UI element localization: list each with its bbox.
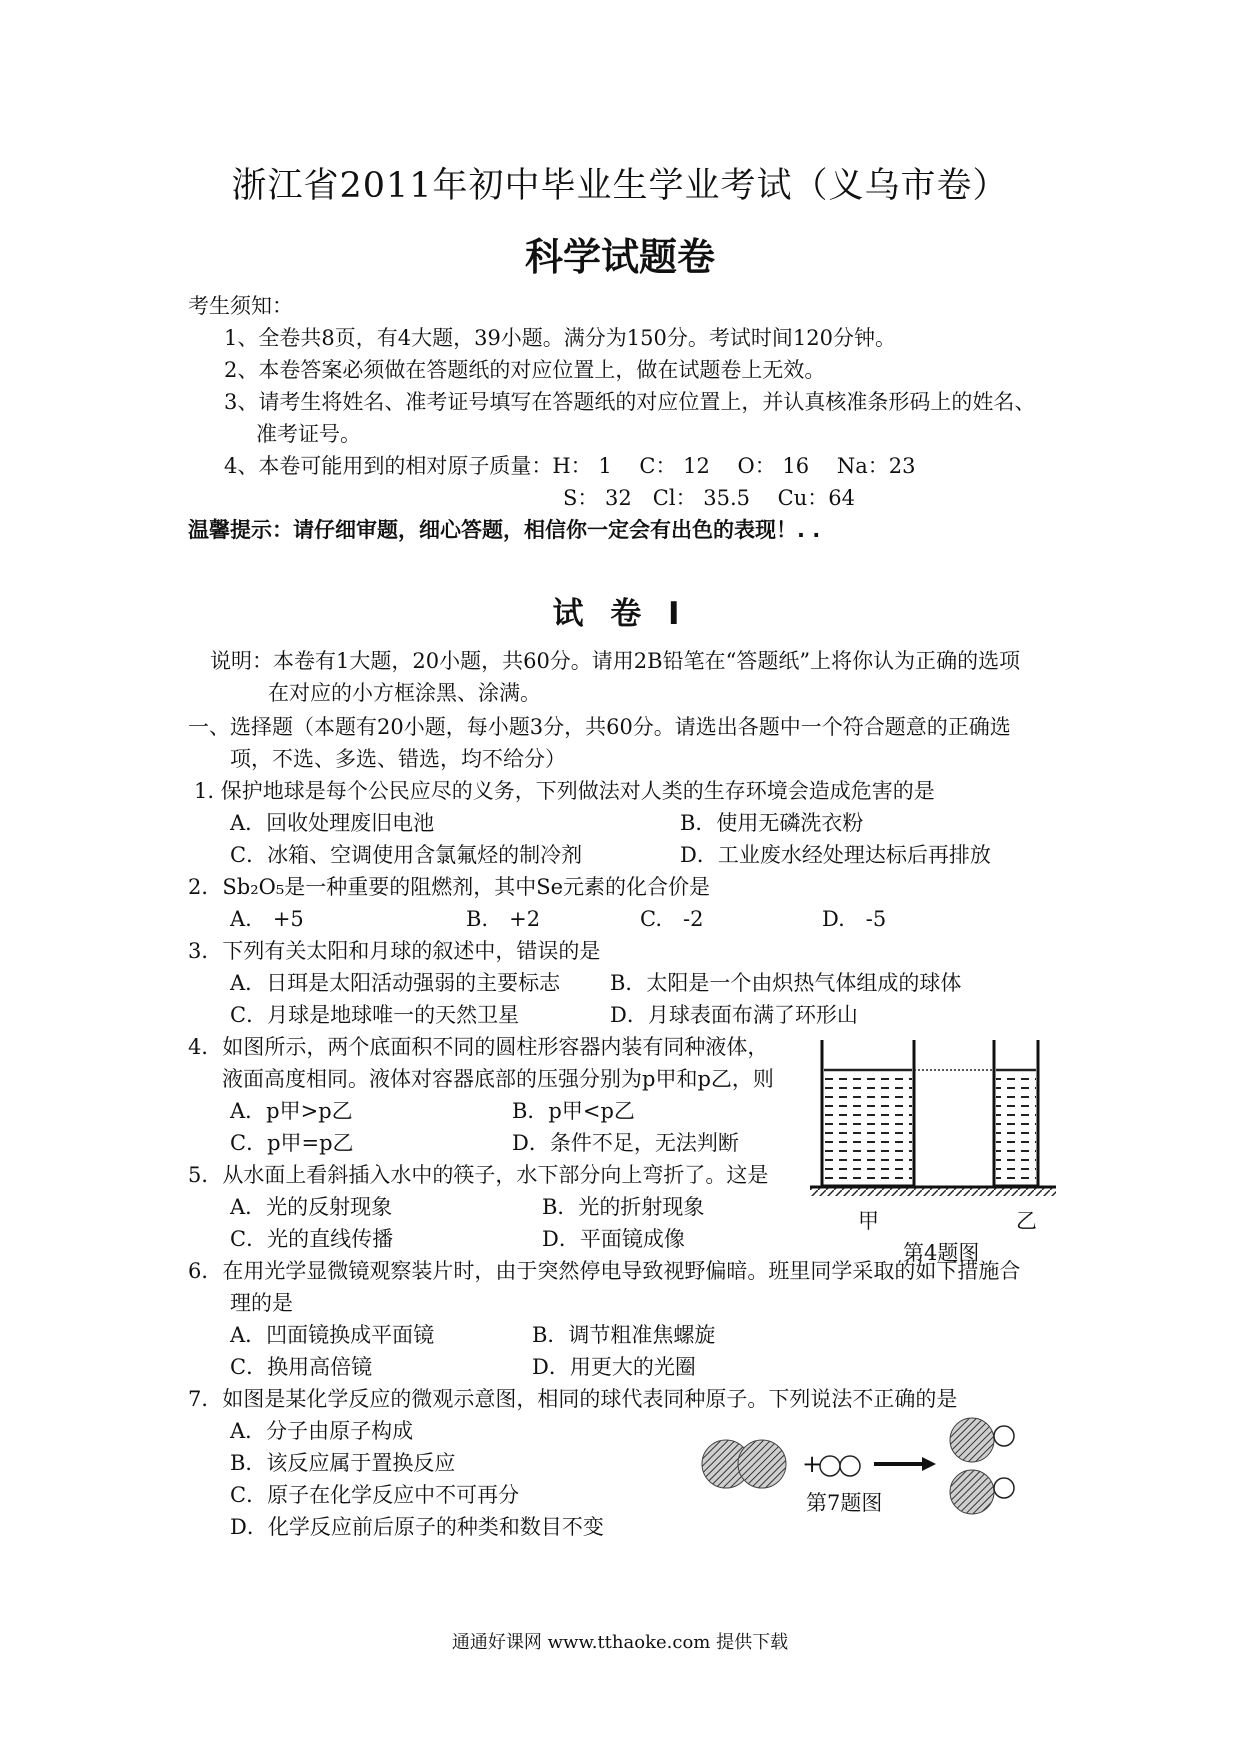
option: C．p甲=p乙 [230,1131,354,1155]
ground-hatch [810,1188,1056,1196]
option: A．回收处理废旧电池 [230,811,435,835]
question-stem: 4．如图所示，两个底面积不同的圆柱形容器内装有同种液体， [188,1035,769,1059]
atom-a [738,1440,786,1488]
figure-7-caption: 第7题图 [806,1491,883,1515]
option: C．冰箱、空调使用含氯氟烃的制冷剂 [230,843,583,867]
option: B．太阳是一个由炽热气体组成的球体 [610,971,962,995]
option: C．光的直线传播 [230,1227,394,1251]
figure-4-label-jia: 甲 [858,1209,879,1233]
question-stem: 6．在用光学显微镜观察装片时，由于突然停电导致视野偏暗。班里同学采取的如下措施合 [188,1259,1021,1283]
option: D．用更大的光圈 [532,1355,696,1379]
notice-label: 考生须知： [188,294,293,318]
option: C．月球是地球唯一的天然卫星 [230,1003,520,1027]
option: A．日珥是太阳活动强弱的主要标志 [230,971,561,995]
option: D．月球表面布满了环形山 [610,1003,858,1027]
atom-b [994,1478,1014,1498]
option: B．使用无磷洗衣粉 [680,811,864,835]
atom-a [950,1470,994,1514]
option: D．条件不足，无法判断 [512,1131,739,1155]
figure-4-label-yi: 乙 [1016,1209,1037,1233]
question-stem: 5．从水面上看斜插入水中的筷子，水下部分向上弯折了。这是 [188,1163,769,1187]
notice-item: 2、本卷答案必须做在答题纸的对应位置上，做在试题卷上无效。 [224,358,826,382]
question-stem: 7．如图是某化学反应的微观示意图，相同的球代表同种原子。下列说法不正确的是 [188,1387,958,1411]
option: A．p甲>p乙 [230,1099,353,1123]
option: A．凹面镜换成平面镜 [230,1323,435,1347]
option: D．化学反应前后原子的种类和数目不变 [230,1515,604,1539]
option: C. -2 [640,907,704,931]
option: D．工业废水经处理达标后再排放 [680,843,991,867]
option: A．分子由原子构成 [230,1419,414,1443]
option: B．调节粗准焦螺旋 [532,1323,716,1347]
section-title: 试 卷 I [552,596,688,632]
liquid-yi [996,1070,1036,1184]
notice-item: 1、全卷共8页，有4大题，39小题。满分为150分。考试时间120分钟。 [224,326,896,350]
option: A. +5 [230,907,304,931]
page-subtitle: 科学试题卷 [524,235,715,279]
part-heading: 项，不选、多选、错选，均不给分） [230,747,566,771]
atom-b [820,1456,840,1476]
option: C．换用高倍镜 [230,1355,373,1379]
option: B．p甲<p乙 [512,1099,635,1123]
question-stem: 液面高度相同。液体对容器底部的压强分别为p甲和p乙，则 [222,1067,774,1091]
question-stem: 理的是 [230,1291,293,1315]
notice-tip: 温馨提示：请仔细审题，细心答题，相信你一定会有出色的表现！. . [188,518,821,542]
page-footer: 通通好课网 www.tthaoke.com 提供下载 [451,1632,789,1653]
option: B. +2 [466,907,541,931]
figure-4-caption: 第4题图 [903,1241,980,1265]
atom-a [950,1418,994,1462]
notice-item: 3、请考生将姓名、准考证号填写在答题纸的对应位置上，并认真核准条形码上的姓名、 [224,390,1036,414]
notice-item: 4、本卷可能用到的相对原子质量：H： 1 C： 12 O： 16 Na：23 [224,454,916,478]
notice-item: 准考证号。 [256,422,361,446]
question-stem: 2．Sb₂O₅是一种重要的阻燃剂，其中Se元素的化合价是 [188,875,711,899]
notice-item: S： 32 Cl： 35.5 Cu：64 [563,486,855,510]
figure-7-plus: + [802,1450,823,1478]
section-note: 在对应的小方框涂黑、涂满。 [268,681,541,705]
page-title: 浙江省2011年初中毕业生学业考试（义乌市卷） [231,166,1009,206]
option: C．原子在化学反应中不可再分 [230,1483,520,1507]
question-stem: 1. 保护地球是每个公民应尽的义务，下列做法对人类的生存环境会造成危害的是 [194,779,935,803]
option: D. -5 [822,907,887,931]
question-stem: 3．下列有关太阳和月球的叙述中，错误的是 [188,939,601,963]
section-note: 说明：本卷有1大题，20小题，共60分。请用2B铅笔在“答题纸”上将你认为正确的选项 [210,649,1021,673]
atom-b [994,1426,1014,1446]
option: A．光的反射现象 [230,1195,393,1219]
option: B．光的折射现象 [542,1195,705,1219]
part-heading: 一、选择题（本题有20小题，每小题3分，共60分。请选出各题中一个符合题意的正确选 [188,715,1011,739]
atom-b [840,1456,860,1476]
option: D．平面镜成像 [542,1227,685,1251]
option: B．该反应属于置换反应 [230,1451,456,1475]
liquid-jia [824,1070,912,1184]
